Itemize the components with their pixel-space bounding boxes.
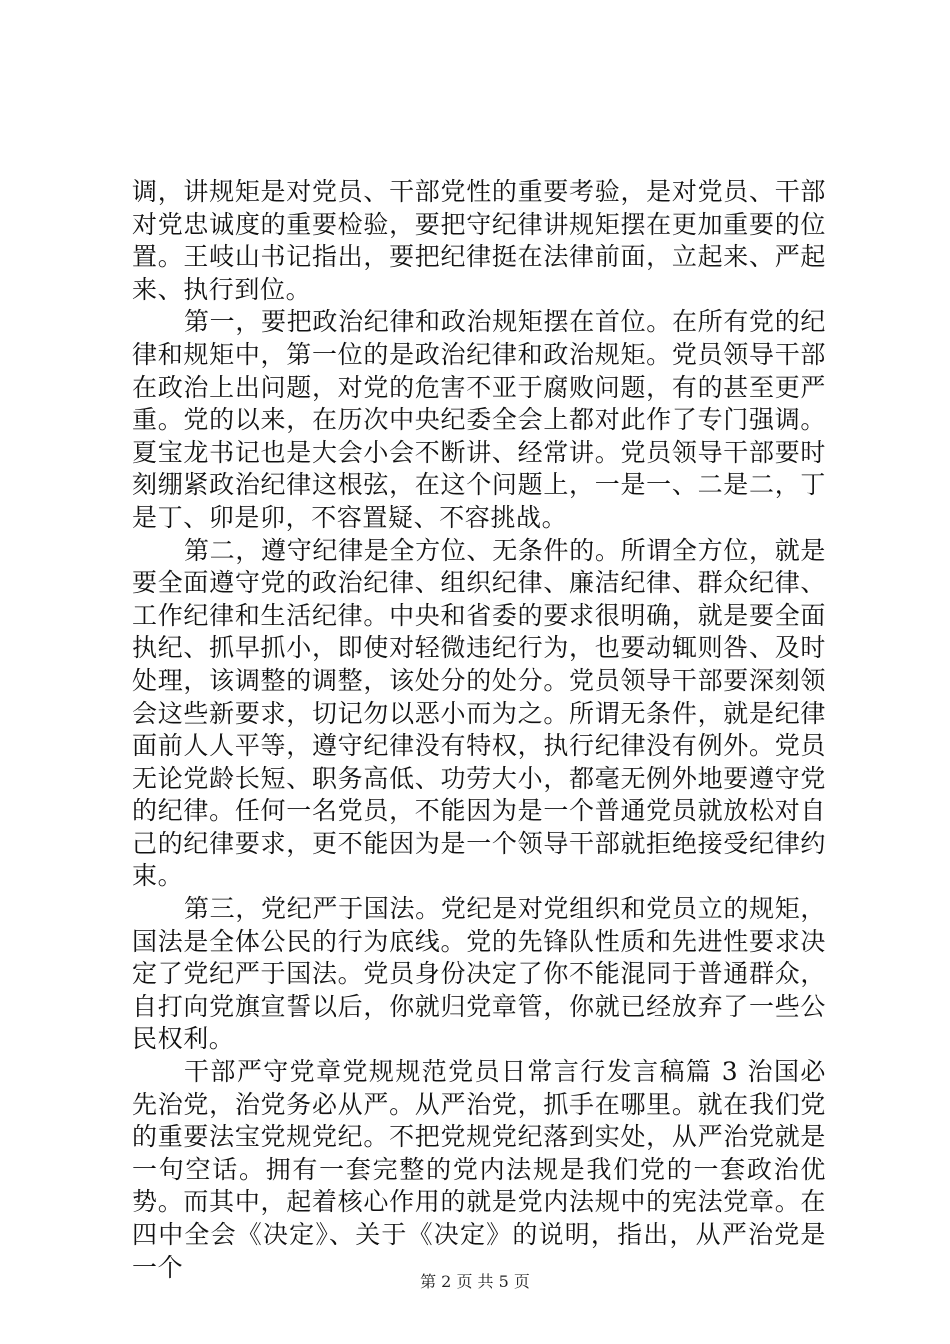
paragraph-continuation: 调，讲规矩是对党员、干部党性的重要考验，是对党员、干部对党忠诚度的重要检验，要把守纪律讲规矩摆在更加重要的位置。王岐山书记指出，要把纪律挺在法律前面，立起来、严起来、执行到位。 [132,177,826,304]
paragraph-political-discipline: 第一，要把政治纪律和政治规矩摆在首位。在所有党的纪律和规矩中，第一位的是政治纪律和政治规矩。党员领导干部在政治上出问题，对党的危害不亚于腐败问题，有的甚至更严重。党的以来，在历次中央纪委全会上都对此作了专门强调。夏宝龙书记也是大会小会不断讲、经常讲。党员领导干部要时刻绷紧政治纪律这根弦，在这个问题上，一是一、二是二，丁是丁、卯是卯，不容置疑、不容挑战。 [132,307,826,532]
paragraph-comprehensive-discipline: 第二，遵守纪律是全方位、无条件的。所谓全方位，就是要全面遵守党的政治纪律、组织纪律、廉洁纪律、群众纪律、工作纪律和生活纪律。中央和省委的要求很明确，就是要全面执纪、抓早抓小，即使对轻微违纪行为，也要动辄则咎、及时处理，该调整的调整，该处分的处分。党员领导干部要深刻领会这些新要求，切记勿以恶小而为之。所谓无条件，就是纪律面前人人平等，遵守纪律没有特权，执行纪律没有例外。党员无论党龄长短、职务高低、功劳大小，都毫无例外地要遵守党的纪律。任何一名党员，不能因为是一个普通党员就放松对自己的纪律要求，更不能因为是一个领导干部就拒绝接受纪律约束。 [132,535,826,891]
document-body [132,176,826,1284]
paragraph-speech-article-3: 干部严守党章党规规范党员日常言行发言稿篇 3 治国必先治党，治党务必从严。从严治党，抓手在哪里。就在我们党的重要法宝党规党纪。不把党规党纪落到实处，从严治党就是一句空话。拥有一套完整的党内法规是我们党的一套政治优势。而其中，起着核心作用的就是党内法规中的宪法党章。在四中全会《决定》、关于《决定》的说明，指出，从严治党是一个 [132,1057,826,1282]
page-number-footer: 第 2 页 共 5 页 [420,1272,530,1291]
paragraph-party-discipline-stricter: 第三，党纪严于国法。党纪是对党组织和党员立的规矩，国法是全体公民的行为底线。党的先锋队性质和先进性要求决定了党纪严于国法。党员身份决定了你不能混同于普通群众，自打向党旗宣誓以后，你就归党章管，你就已经放弃了一些公民权利。 [132,894,826,1054]
